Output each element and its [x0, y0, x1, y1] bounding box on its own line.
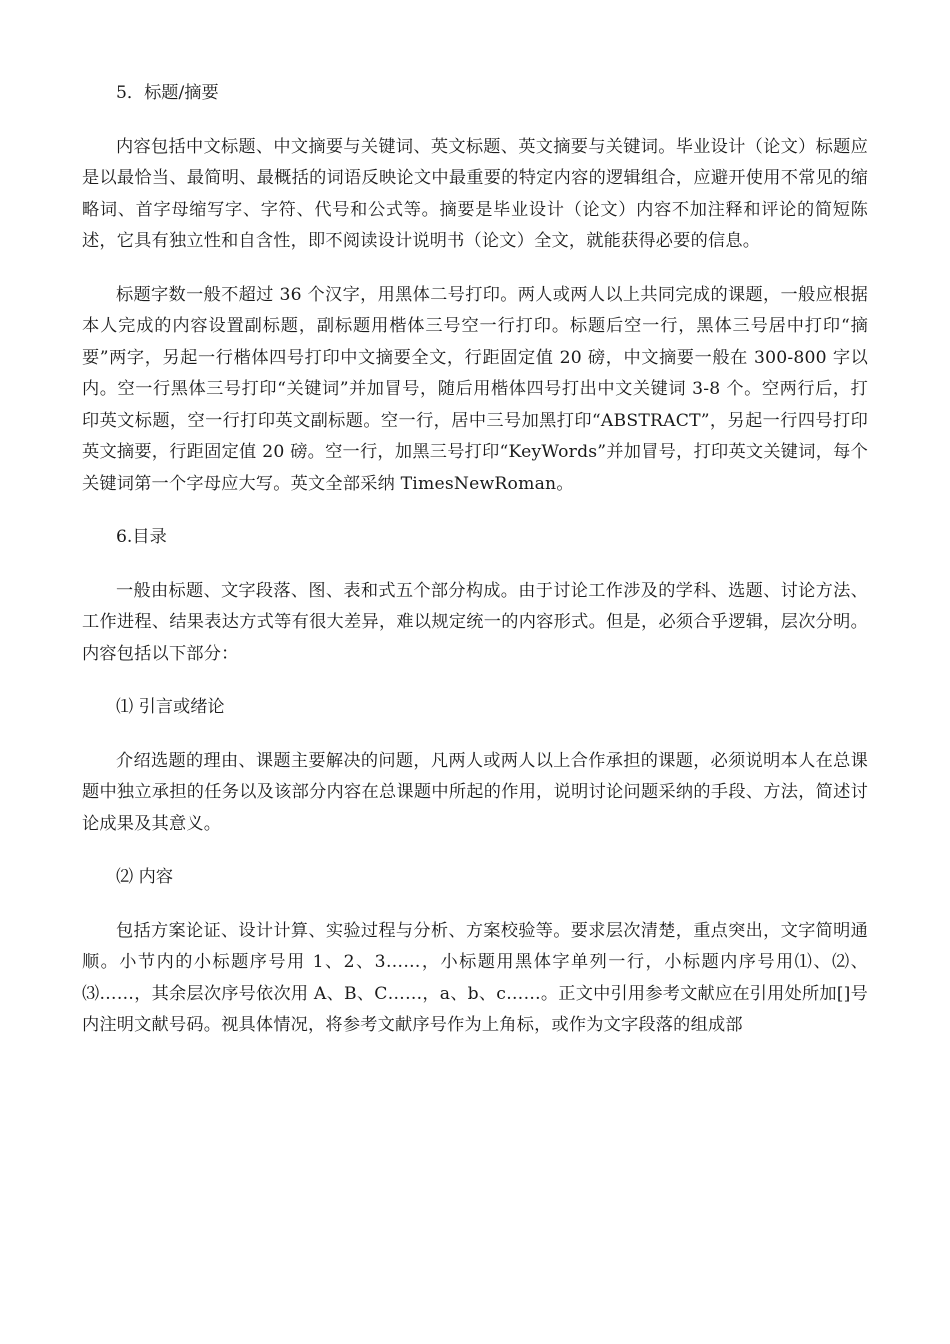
subsection-2-paragraph: 包括方案论证、设计计算、实验过程与分析、方案校验等。要求层次清楚，重点突出，文字简明通顺。小节内的小标题序号用 1、2、3……，小标题用黑体字单列一行，小标题内序号用⑴、⑵、⑶……，其余层次序号依次用 A、B、C……，a、b、c……。正文中引用参考文献应在引用处所加[]号内注明文献号码。视具体情况，将参考文献序号作为上角标，或作为文字段落的组成部 [82, 920, 868, 1035]
section-5-heading: 5．标题/摘要 [116, 83, 219, 103]
section-5-paragraph-2: 标题字数一般不超过 36 个汉字，用黑体二号打印。两人或两人以上共同完成的课题，一般应根据本人完成的内容设置副标题，副标题用楷体三号空一行打印。标题后空一行，黑体三号居中打印“摘要”两字，另起一行楷体四号打印中文摘要全文，行距固定值 20 磅，中文摘要一般在 300-800 字以内。空一行黑体三号打印“关键词”并加冒号，随后用楷体四号打出中文关键词 3-8 个。空两行后，打印英文标题，空一行打印英文副标题。空一行，居中三号加黑打印“ABSTRACT”，另起一行四号打印英文摘要，行距固定值 20 磅。空一行，加黑三号打印“KeyWords”并加冒号，打印英文关键词，每个关键词第一个字母应大写。英文全部采纳 TimesNewRoman。 [82, 284, 868, 494]
section-6-paragraph-1: 一般由标题、文字段落、图、表和式五个部分构成。由于讨论工作涉及的学科、选题、讨论方法、工作进程、结果表达方式等有很大差异，难以规定统一的内容形式。但是，必须合乎逻辑，层次分明。内容包括以下部分： [82, 580, 868, 664]
document-page [82, 78, 868, 1042]
subsection-1-heading: ⑴ 引言或绪论 [116, 697, 225, 717]
section-5-paragraph-1: 内容包括中文标题、中文摘要与关键词、英文标题、英文摘要与关键词。毕业设计（论文）标题应是以最恰当、最简明、最概括的词语反映论文中最重要的特定内容的逻辑组合，应避开使用不常见的缩略词、首字母缩写字、字符、代号和公式等。摘要是毕业设计（论文）内容不加注释和评论的简短陈述，它具有独立性和自含性，即不阅读设计说明书（论文）全文，就能获得必要的信息。 [82, 136, 868, 251]
section-6-heading: 6.目录 [116, 527, 167, 547]
subsection-2-heading: ⑵ 内容 [116, 867, 174, 887]
subsection-1-paragraph: 介绍选题的理由、课题主要解决的问题，凡两人或两人以上合作承担的课题，必须说明本人在总课题中独立承担的任务以及该部分内容在总课题中所起的作用，说明讨论问题采纳的手段、方法，简述讨论成果及其意义。 [82, 750, 868, 834]
